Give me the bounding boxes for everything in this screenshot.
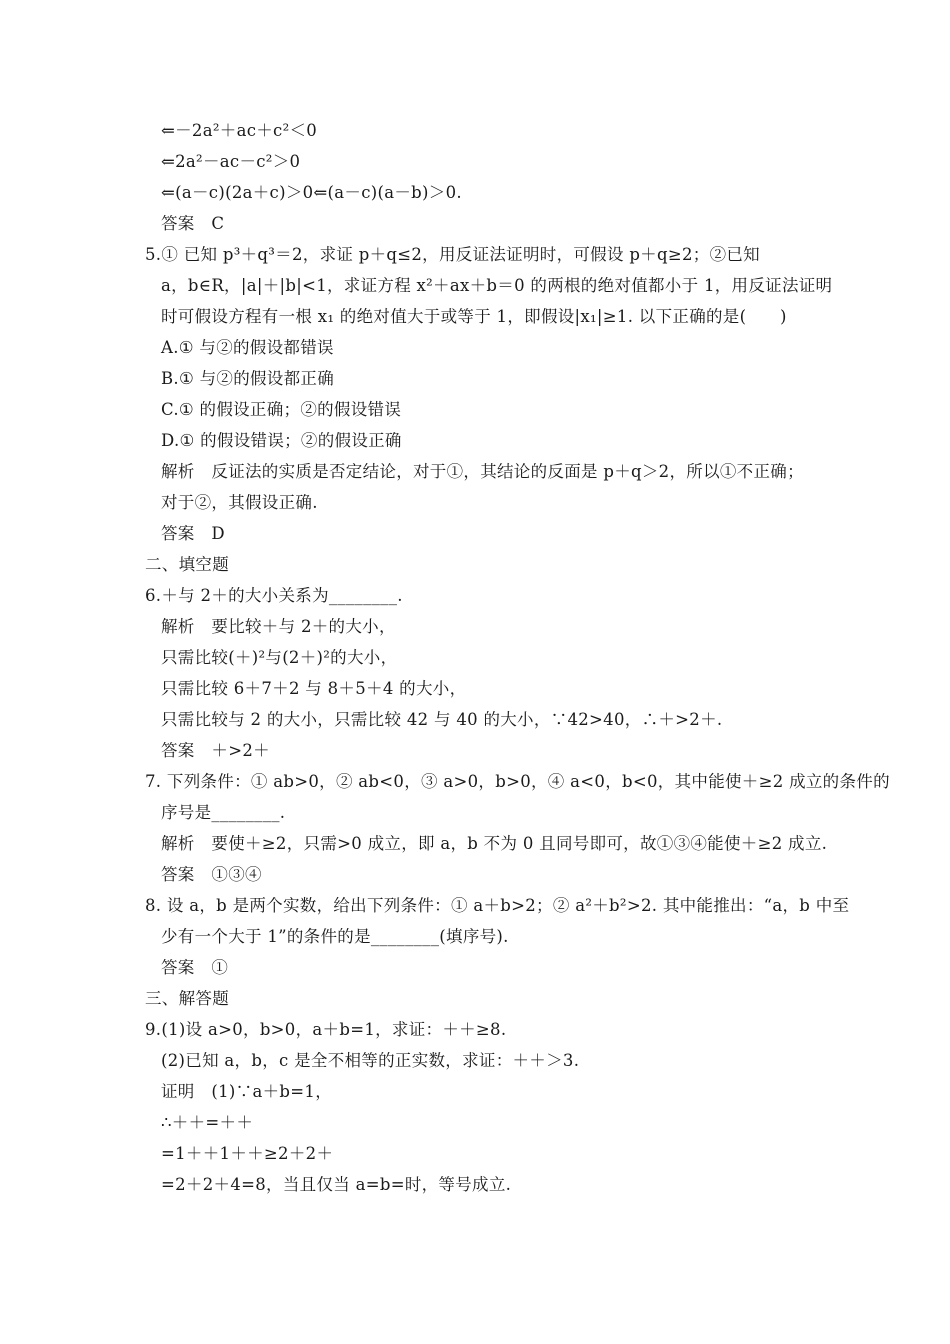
proof-line-2: ∴＋＋=＋＋ — [161, 1113, 254, 1132]
analysis-6-line-4: 只需比较与 2 的大小，只需比较 42 与 40 的大小，∵42>40，∴＋>2＋. — [161, 710, 723, 729]
analysis-6-line-1: 解析 要比较＋与 2＋的大小， — [161, 617, 396, 636]
question-5-line-1: 5.① 已知 p³＋q³＝2，求证 p＋q≤2，用反证法证明时，可假设 p＋q≥2；②已知 — [145, 245, 760, 264]
proof-line-4: =2＋2＋4=8，当且仅当 a=b=时，等号成立. — [161, 1175, 512, 1194]
question-5-line-2: a，b∈R，|a|＋|b|<1，求证方程 x²＋ax＋b＝0 的两根的绝对值都小于 1，用反证法证明 — [161, 276, 833, 295]
question-6: 6.＋与 2＋的大小关系为________. — [145, 586, 403, 605]
analysis-6-line-3: 只需比较 6＋7＋2 与 8＋5＋4 的大小， — [161, 679, 467, 698]
section-heading-solution: 三、解答题 — [145, 989, 229, 1008]
analysis-5-line-1: 解析 反证法的实质是否定结论，对于①，其结论的反面是 p＋q＞2，所以①不正确； — [161, 462, 804, 481]
option-c: C.① 的假设正确；②的假设错误 — [161, 400, 402, 419]
answer-6: 答案 ＋>2＋ — [161, 741, 270, 760]
option-d: D.① 的假设错误；②的假设正确 — [161, 431, 402, 450]
answer-8: 答案 ① — [161, 958, 229, 977]
question-9-part-1: 9.(1)设 a>0，b>0，a＋b=1，求证：＋＋≥8. — [145, 1020, 507, 1039]
question-7-line-2: 序号是________. — [161, 803, 286, 822]
derivation-line-1: ⇐－2a²＋ac＋c²＜0 — [161, 121, 318, 140]
derivation-line-3: ⇐(a－c)(2a＋c)＞0⇐(a－c)(a－b)＞0. — [161, 183, 462, 202]
proof-line-1: 证明 (1)∵a＋b=1， — [161, 1082, 332, 1101]
answer-5: 答案 D — [161, 524, 225, 543]
question-8-line-2: 少有一个大于 1”的条件的是________(填序号). — [161, 927, 509, 946]
answer-7: 答案 ①③④ — [161, 865, 262, 884]
question-9-part-2: (2)已知 a，b，c 是全不相等的正实数，求证：＋＋＞3. — [161, 1051, 580, 1070]
question-7-line-1: 7. 下列条件：① ab>0，② ab<0，③ a>0，b>0，④ a<0，b<0，其中能使＋≥2 成立的条件的 — [145, 772, 890, 791]
analysis-7: 解析 要使＋≥2，只需>0 成立，即 a，b 不为 0 且同号即可，故①③④能使＋≥2 成立. — [161, 834, 828, 853]
section-heading-fill-in: 二、填空题 — [145, 555, 229, 574]
question-8-line-1: 8. 设 a，b 是两个实数，给出下列条件：① a＋b>2；② a²＋b²>2. 其中能推出：“a，b 中至 — [145, 896, 850, 915]
analysis-5-line-2: 对于②，其假设正确. — [161, 493, 318, 512]
proof-line-3: =1＋＋1＋＋≥2＋2＋ — [161, 1144, 334, 1163]
option-b: B.① 与②的假设都正确 — [161, 369, 335, 388]
question-5-line-3: 时可假设方程有一根 x₁ 的绝对值大于或等于 1，即假设|x₁|≥1. 以下正确的是( ) — [161, 307, 787, 326]
derivation-line-2: ⇐2a²－ac－c²＞0 — [161, 152, 301, 171]
option-a: A.① 与②的假设都错误 — [161, 338, 334, 357]
answer-4: 答案 C — [161, 214, 225, 233]
analysis-6-line-2: 只需比较(＋)²与(2＋)²的大小， — [161, 648, 398, 667]
